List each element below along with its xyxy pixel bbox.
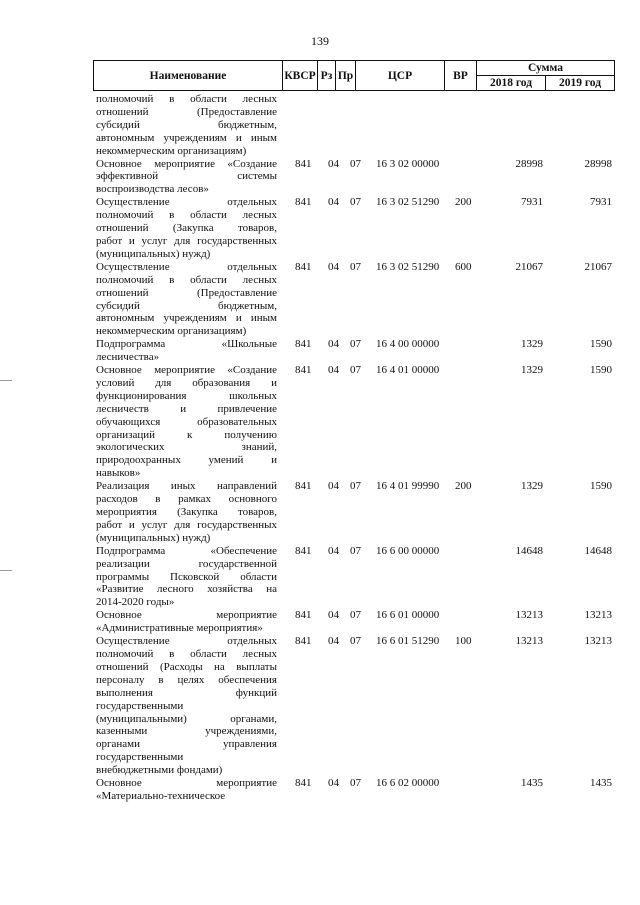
cell-pr: 07 xyxy=(350,544,361,557)
cell-s2018: 1435 xyxy=(521,777,543,790)
row-name xyxy=(96,261,277,338)
row-name-line: полномочий в области лесных xyxy=(96,273,277,286)
cell-vr: 100 xyxy=(455,635,472,648)
cell-s2019: 1590 xyxy=(590,480,612,493)
row-name-line: некоммерческим организациям) xyxy=(96,325,247,338)
row-name-line: субсидий бюджетным, xyxy=(96,299,277,312)
row-name-line: отношений (Предоставление xyxy=(96,286,277,299)
table-body xyxy=(96,93,616,803)
cell-rz: 04 xyxy=(328,480,339,493)
cell-csr: 16 4 01 00000 xyxy=(376,364,440,377)
row-name-line: государственными xyxy=(96,699,184,712)
scan-margin-mark xyxy=(0,570,12,571)
cell-kvsr: 841 xyxy=(295,364,312,377)
page-number: 139 xyxy=(311,34,329,48)
cell-s2019: 1435 xyxy=(590,777,612,790)
table-row xyxy=(96,158,616,197)
cell-s2018: 1329 xyxy=(521,364,543,377)
cell-csr: 16 6 02 00000 xyxy=(376,777,440,790)
row-name-line: казенными учреждениями, xyxy=(96,725,277,738)
row-name-line: Основное мероприятие xyxy=(96,609,277,622)
cell-csr: 16 4 01 99990 xyxy=(376,480,440,493)
cell-s2019: 7931 xyxy=(590,196,612,209)
cell-csr: 16 3 02 00000 xyxy=(376,157,440,170)
cell-pr: 07 xyxy=(350,196,361,209)
row-name-line: «Административные мероприятия» xyxy=(96,622,263,635)
row-name-line: лесничеств и привлечение xyxy=(96,402,277,415)
cell-kvsr: 841 xyxy=(295,544,312,557)
row-name-line: мероприятия (Закупка товаров, xyxy=(96,506,277,518)
row-name-line: автономным учреждениям и иным xyxy=(96,131,277,144)
row-name-line: (муниципальных) нужд) xyxy=(96,531,211,544)
row-name-line: обучающихся образовательных xyxy=(96,415,277,428)
cell-s2019: 13213 xyxy=(584,609,612,622)
row-name-line: автономным учреждениям и иным xyxy=(96,312,277,325)
cell-s2018: 13213 xyxy=(515,609,543,622)
cell-kvsr: 841 xyxy=(295,196,312,209)
cell-rz: 04 xyxy=(328,777,339,790)
row-name-line: организаций к получению xyxy=(96,428,277,441)
row-name-line: отношений (Расходы на выплаты xyxy=(96,660,277,673)
row-name-line: «Материально-техническое xyxy=(96,789,226,802)
row-name-line: государственными xyxy=(96,751,184,764)
cell-csr: 16 3 02 51290 xyxy=(376,196,440,209)
cell-s2018: 13213 xyxy=(515,635,543,648)
row-name-line: 2014-2020 годы» xyxy=(96,596,175,609)
row-name-line: Основное мероприятие xyxy=(96,777,277,790)
cell-csr: 16 6 00 00000 xyxy=(376,544,440,557)
row-name-line: отношений (Предоставление xyxy=(96,105,277,118)
table-row xyxy=(96,261,616,338)
row-name xyxy=(96,777,277,803)
row-name xyxy=(96,545,277,610)
row-name-line: Реализация иных направлений xyxy=(96,480,277,493)
table-row xyxy=(96,609,616,635)
header-rz: Рз xyxy=(317,60,336,91)
row-name-line: Подпрограмма «Школьные xyxy=(96,338,277,351)
row-name xyxy=(96,635,277,777)
cell-kvsr: 841 xyxy=(295,338,312,351)
row-name-line: (муниципальными) органами, xyxy=(96,712,277,725)
cell-pr: 07 xyxy=(350,157,361,170)
cell-kvsr: 841 xyxy=(295,480,312,493)
table-row xyxy=(96,364,616,480)
cell-pr: 07 xyxy=(350,260,361,273)
row-name-line: программы Псковской области xyxy=(96,570,277,583)
cell-csr: 16 6 01 00000 xyxy=(376,609,440,622)
cell-pr: 07 xyxy=(350,777,361,790)
cell-s2019: 28998 xyxy=(584,157,612,170)
row-name-line: Основное мероприятие «Создание xyxy=(96,364,277,377)
table-row xyxy=(96,777,616,803)
cell-s2018: 28998 xyxy=(515,157,543,170)
row-name-line: реализации государственной xyxy=(96,557,277,570)
header-csr: ЦСР xyxy=(355,60,445,91)
table-row xyxy=(96,93,616,158)
table-row xyxy=(96,196,616,261)
row-name-line: воспроизводства лесов» xyxy=(96,183,209,196)
header-pr: Пр xyxy=(335,60,356,91)
row-name-line: эффективной системы xyxy=(96,170,277,183)
row-name xyxy=(96,93,277,158)
cell-s2018: 21067 xyxy=(515,260,543,273)
cell-rz: 04 xyxy=(328,635,339,648)
header-vr: ВР xyxy=(444,60,477,91)
row-name-line: (муниципальных) нужд) xyxy=(96,247,211,260)
table-row xyxy=(96,635,616,777)
table-row xyxy=(96,480,616,545)
cell-pr: 07 xyxy=(350,635,361,648)
row-name-line: полномочий в области лесных xyxy=(96,209,277,222)
row-name-line: Основное мероприятие «Создание xyxy=(96,157,277,170)
cell-s2019: 1590 xyxy=(590,364,612,377)
table-header xyxy=(93,60,615,91)
row-name xyxy=(96,158,277,197)
row-name-line: работ и услуг для государственных xyxy=(96,234,277,247)
header-sum: Сумма xyxy=(476,60,615,76)
row-name-line: субсидий бюджетным, xyxy=(96,118,277,131)
row-name-line: природоохранных умений и xyxy=(96,454,277,467)
cell-csr: 16 3 02 51290 xyxy=(376,260,440,273)
row-name xyxy=(96,480,277,545)
row-name xyxy=(96,364,277,480)
cell-pr: 07 xyxy=(350,338,361,351)
cell-rz: 04 xyxy=(328,364,339,377)
table-row xyxy=(96,545,616,610)
row-name-line: работ и услуг для государственных xyxy=(96,518,277,531)
row-name xyxy=(96,338,277,364)
row-name-line: навыков» xyxy=(96,467,141,480)
cell-vr: 600 xyxy=(455,260,472,273)
cell-s2019: 13213 xyxy=(584,635,612,648)
row-name-line: расходов в рамках основного xyxy=(96,493,277,506)
cell-vr: 200 xyxy=(455,196,472,209)
cell-s2019: 14648 xyxy=(584,544,612,557)
header-name: Наименование xyxy=(93,60,283,91)
scan-margin-mark xyxy=(0,380,12,381)
row-name-line: некоммерческим организациям) xyxy=(96,144,247,157)
row-name-line: Подпрограмма «Обеспечение xyxy=(96,544,277,557)
row-name-line: органами управления xyxy=(96,738,277,751)
cell-s2019: 1590 xyxy=(590,338,612,351)
cell-rz: 04 xyxy=(328,338,339,351)
row-name-line: условий для образования и xyxy=(96,376,277,389)
cell-kvsr: 841 xyxy=(295,635,312,648)
cell-rz: 04 xyxy=(328,544,339,557)
cell-rz: 04 xyxy=(328,157,339,170)
cell-s2018: 1329 xyxy=(521,338,543,351)
row-name-line: полномочий в области лесных xyxy=(96,93,277,105)
cell-kvsr: 841 xyxy=(295,609,312,622)
row-name-line: экологических знаний, xyxy=(96,441,277,454)
cell-kvsr: 841 xyxy=(295,777,312,790)
row-name-line: лесничества» xyxy=(96,351,160,364)
header-kvsr: КВСР xyxy=(282,60,318,91)
table-row xyxy=(96,338,616,364)
cell-s2018: 1329 xyxy=(521,480,543,493)
row-name-line: Осуществление отдельных xyxy=(96,196,277,209)
header-2019: 2019 год xyxy=(545,75,615,91)
row-name-line: функционирования школьных xyxy=(96,389,277,402)
cell-pr: 07 xyxy=(350,609,361,622)
row-name-line: Осуществление отдельных xyxy=(96,260,277,273)
row-name-line: «Развитие лесного хозяйства на xyxy=(96,583,277,596)
cell-rz: 04 xyxy=(328,196,339,209)
cell-kvsr: 841 xyxy=(295,260,312,273)
header-2018: 2018 год xyxy=(476,75,546,91)
row-name-line: выполнения функций xyxy=(96,686,277,699)
row-name-line: внебюджетными фондами) xyxy=(96,764,223,777)
row-name xyxy=(96,609,277,635)
cell-rz: 04 xyxy=(328,260,339,273)
row-name-line: Осуществление отдельных xyxy=(96,635,277,648)
cell-s2018: 7931 xyxy=(521,196,543,209)
cell-csr: 16 6 01 51290 xyxy=(376,635,440,648)
cell-pr: 07 xyxy=(350,480,361,493)
cell-rz: 04 xyxy=(328,609,339,622)
cell-s2018: 14648 xyxy=(515,544,543,557)
row-name-line: полномочий в области лесных xyxy=(96,647,277,660)
row-name-line: отношений (Закупка товаров, xyxy=(96,222,277,235)
row-name xyxy=(96,196,277,261)
cell-pr: 07 xyxy=(350,364,361,377)
cell-kvsr: 841 xyxy=(295,157,312,170)
cell-csr: 16 4 00 00000 xyxy=(376,338,440,351)
cell-s2019: 21067 xyxy=(584,260,612,273)
cell-vr: 200 xyxy=(455,480,472,493)
row-name-line: персоналу в целях обеспечения xyxy=(96,673,277,686)
